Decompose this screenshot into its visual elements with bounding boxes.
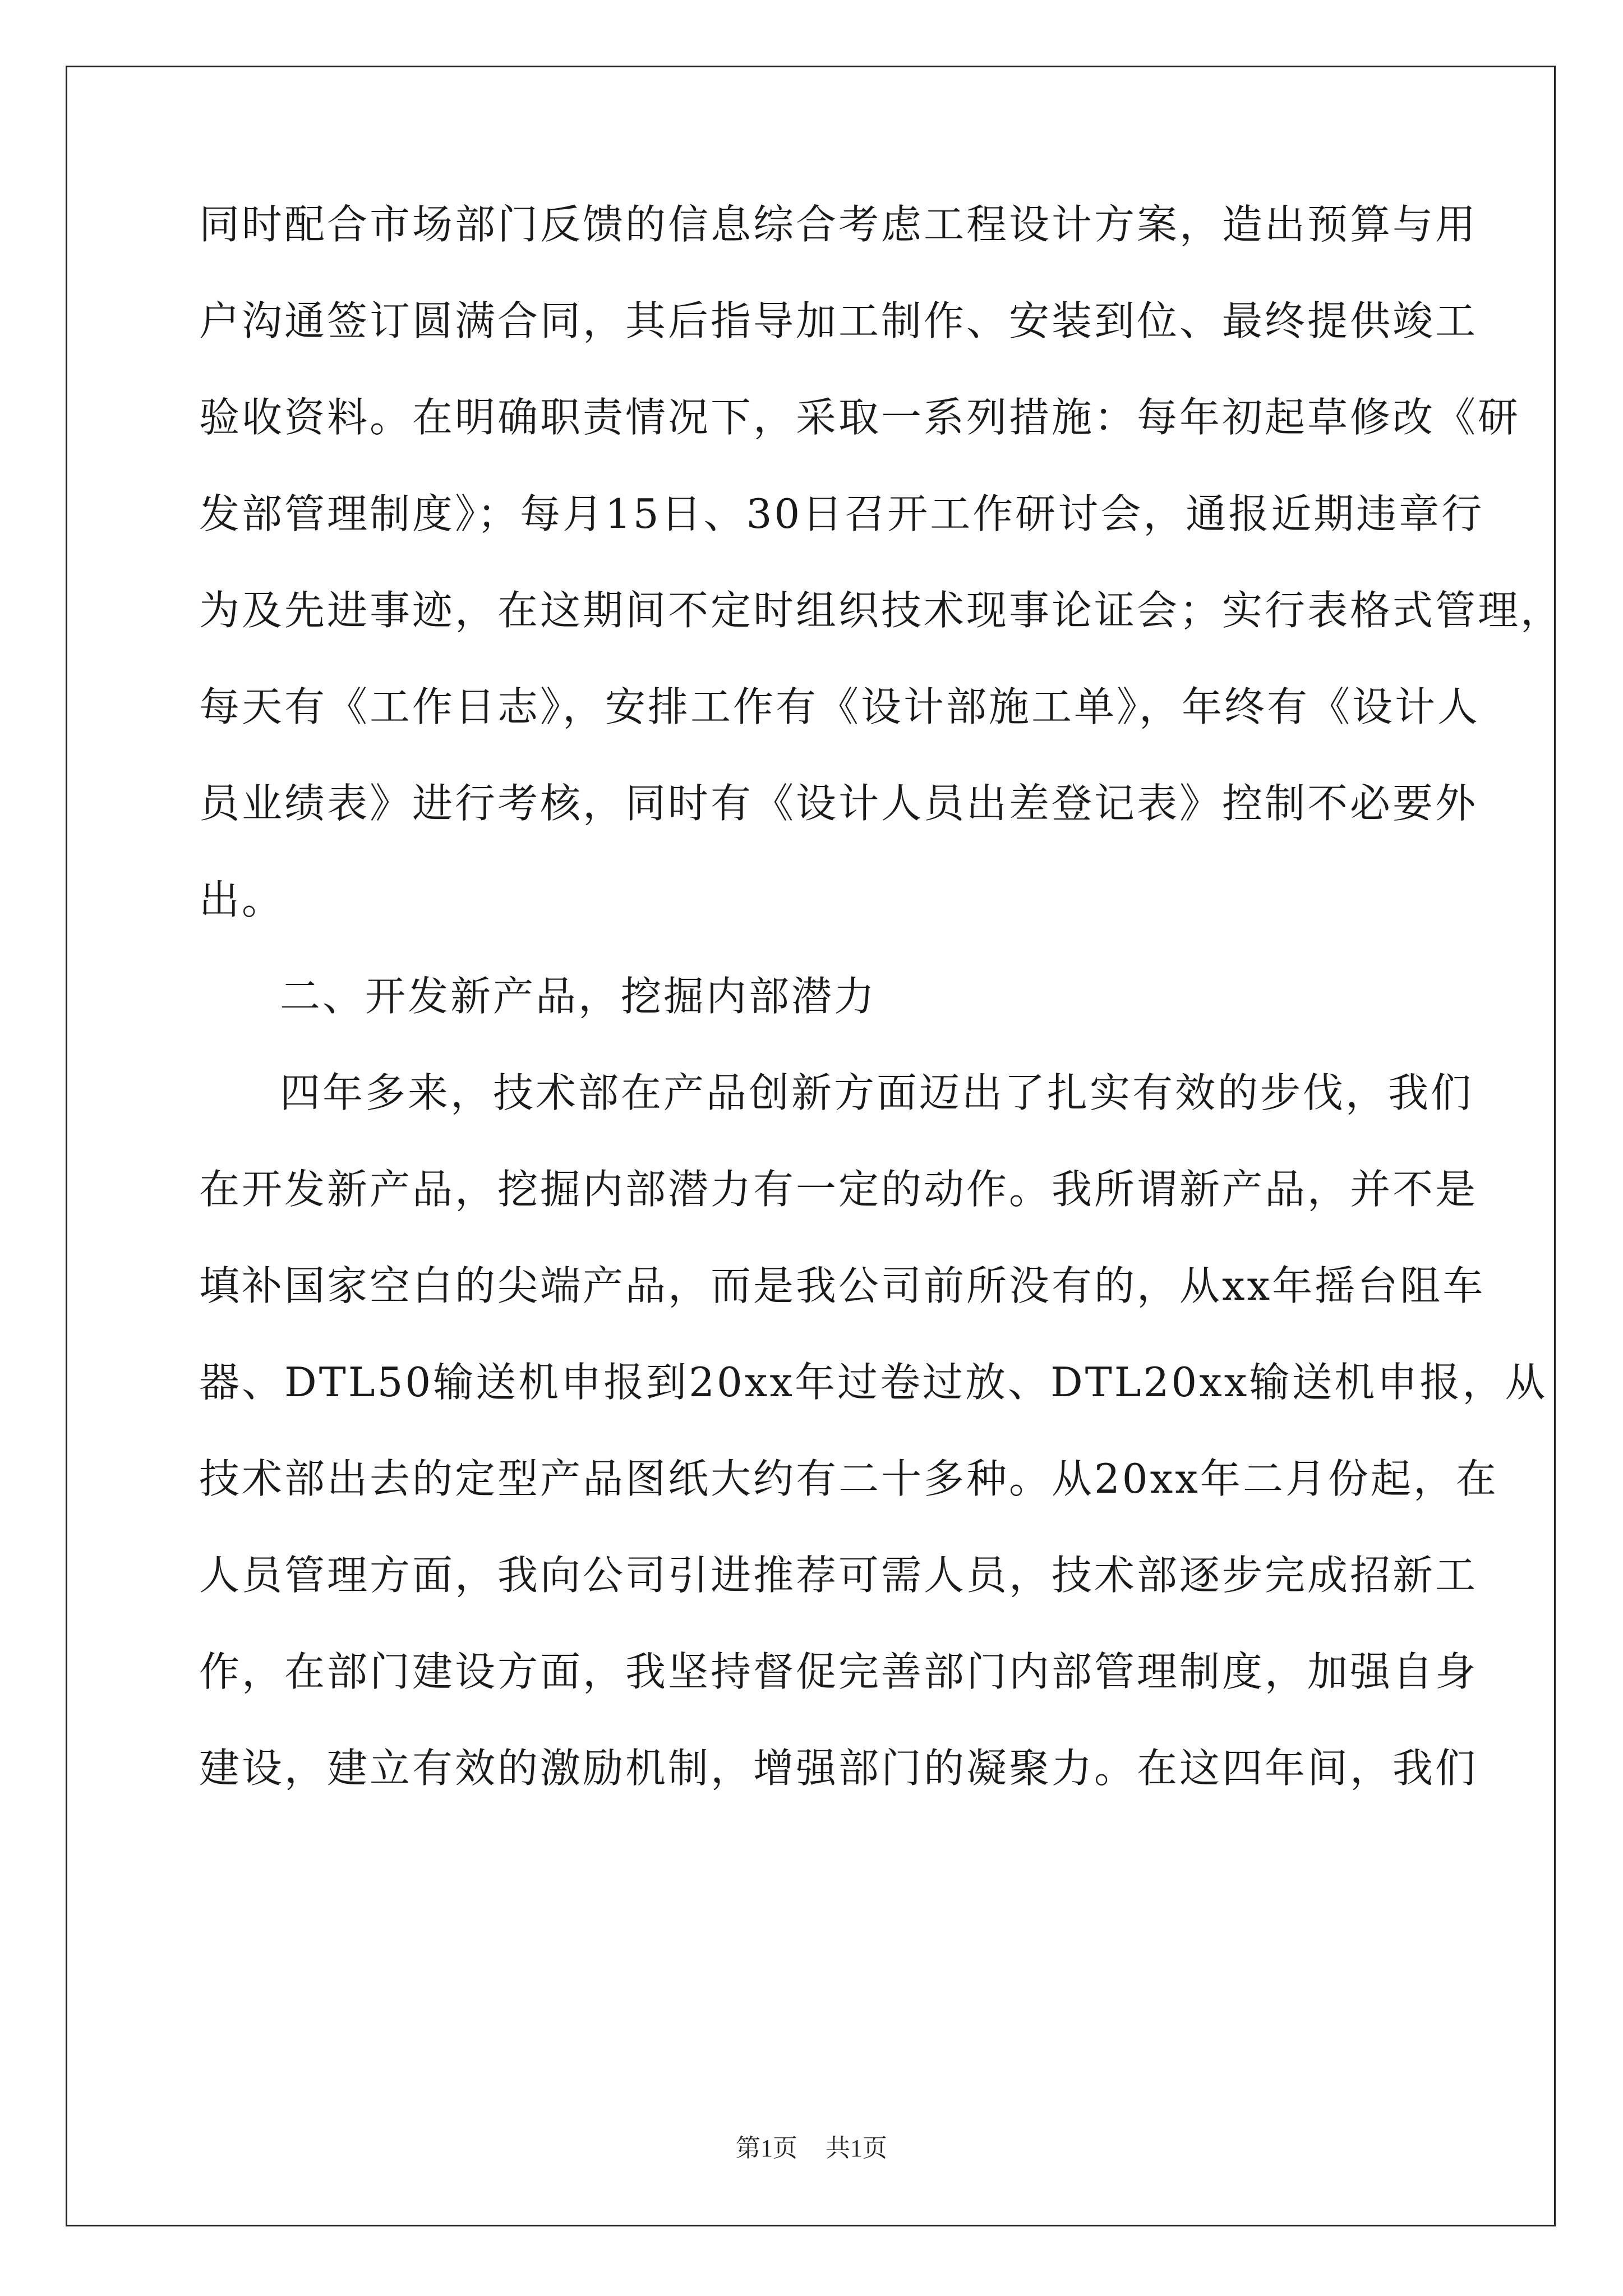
- text-line: 器、DTL50输送机申报到20xx年过卷过放、DTL20xx输送机申报，从: [199, 1359, 1548, 1406]
- section-heading: 二、开发新产品，挖掘内部潜力: [280, 973, 877, 1020]
- text-line: 技术部出去的定型产品图纸大约有二十多种。从20xx年二月份起，在: [199, 1455, 1498, 1502]
- text-line: 为及先进事迹，在这期间不定时组织技术现事论证会；实行表格式管理，: [199, 587, 1564, 634]
- page-footer: [0, 2132, 1623, 2165]
- text-line: 同时配合市场部门反馈的信息综合考虑工程设计方案，造出预算与用: [199, 201, 1478, 248]
- text-line: 四年多来，技术部在产品创新方面迈出了扎实有效的步伐，我们: [280, 1069, 1474, 1116]
- text-line: 户沟通签订圆满合同，其后指导加工制作、安装到位、最终提供竣工: [199, 297, 1478, 344]
- text-line: 在开发新产品，挖掘内部潜力有一定的动作。我所谓新产品，并不是: [199, 1166, 1478, 1213]
- page-number-total: 共1页: [826, 2134, 887, 2162]
- text-line: 作，在部门建设方面，我坚持督促完善部门内部管理制度，加强自身: [199, 1648, 1478, 1695]
- text-line: 建设，建立有效的激励机制，增强部门的凝聚力。在这四年间，我们: [199, 1745, 1478, 1792]
- page-number-current: 第1页: [736, 2134, 797, 2162]
- text-line: 填补国家空白的尖端产品，而是我公司前所没有的，从xx年摇台阻车: [199, 1262, 1486, 1309]
- text-line: 员业绩表》进行考核，同时有《设计人员出差登记表》控制不必要外: [199, 780, 1478, 827]
- text-line: 每天有《工作日志》，安排工作有《设计部施工单》，年终有《设计人: [199, 683, 1481, 730]
- text-line: 出。: [199, 876, 285, 923]
- text-line: 发部管理制度》；每月15日、30日召开工作研讨会，通报近期违章行: [199, 490, 1484, 537]
- text-line: 人员管理方面，我向公司引进推荐可需人员，技术部逐步完成招新工: [199, 1552, 1478, 1599]
- text-line: 验收资料。在明确职责情况下，采取一系列措施：每年初起草修改《研: [199, 394, 1521, 441]
